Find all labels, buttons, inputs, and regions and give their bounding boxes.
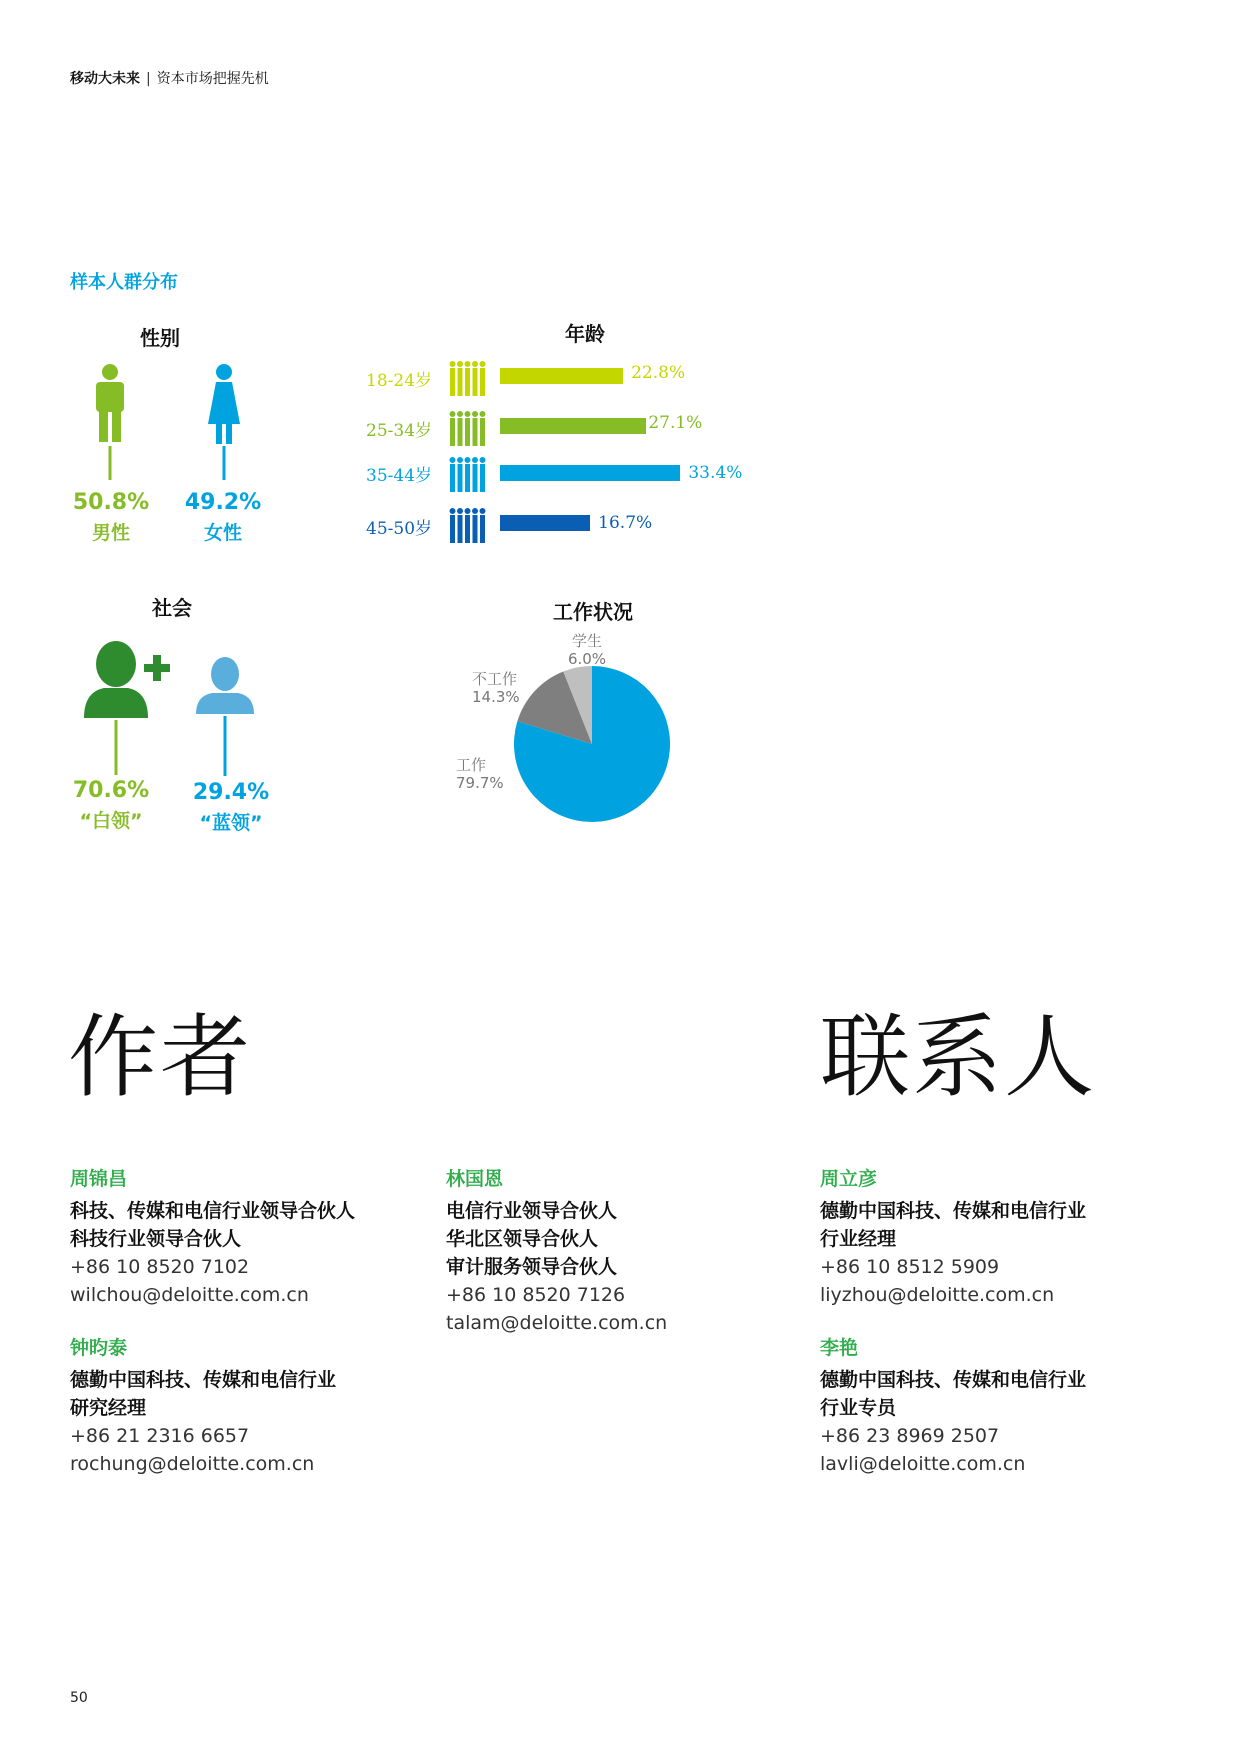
person-role: 德勤中国科技、传媒和电信行业 — [70, 1369, 337, 1391]
male-label: 男性 — [91, 522, 130, 544]
age-group-label: 35-44岁 — [366, 466, 433, 486]
person-name: 李艳 — [820, 1337, 859, 1359]
white-collar-label: “白领” — [79, 810, 143, 832]
female-icon — [204, 362, 244, 480]
header-subtitle: 资本市场把握先机 — [156, 71, 269, 87]
person-phone: +86 10 8512 5909 — [820, 1256, 1000, 1278]
person-figure-head — [450, 457, 456, 463]
people-group-icon — [446, 507, 486, 545]
person-figure-body — [458, 418, 463, 446]
people-group-icon — [446, 410, 486, 448]
person-phone: +86 10 8520 7102 — [70, 1256, 250, 1278]
work-status-title: 工作状况 — [553, 600, 633, 624]
age-title: 年龄 — [565, 322, 605, 346]
male-icon — [90, 362, 130, 480]
age-bar — [500, 418, 646, 434]
person-figure-body — [465, 515, 470, 543]
contacts-heading: 联系人 — [820, 1005, 1096, 1110]
person-phone: +86 21 2316 6657 — [70, 1425, 250, 1447]
female-percentage: 49.2% — [184, 490, 262, 515]
person-role: 行业专员 — [820, 1397, 897, 1419]
person-figure-head — [465, 508, 471, 514]
pie-label-student-name: 学生 — [571, 632, 602, 650]
age-bar — [500, 465, 680, 481]
person-figure-body — [473, 418, 478, 446]
contact-card — [820, 1164, 1150, 1309]
author-card — [446, 1164, 776, 1337]
gender-title: 性别 — [140, 326, 180, 350]
author-card — [70, 1164, 400, 1309]
contact-card — [820, 1333, 1150, 1478]
people-group-icon — [446, 360, 486, 398]
age-group-label: 25-34岁 — [366, 421, 433, 441]
person-figure-head — [472, 508, 478, 514]
person-figure-body — [450, 368, 455, 396]
social-title: 社会 — [152, 596, 192, 620]
person-figure-head — [465, 361, 471, 367]
person-figure-body — [465, 368, 470, 396]
person-figure-head — [465, 411, 471, 417]
age-bar-value: 22.8% — [631, 363, 686, 383]
person-figure-head — [450, 411, 456, 417]
person-figure-head — [450, 508, 456, 514]
person-figure-body — [465, 418, 470, 446]
person-figure-head — [457, 508, 463, 514]
header-title: 移动大未来 — [70, 71, 140, 87]
pie-label-working-name: 工作 — [456, 756, 487, 774]
author-card — [70, 1333, 400, 1478]
person-figure-body — [480, 515, 485, 543]
authors-heading: 作者 — [68, 1005, 252, 1110]
male-percentage: 50.8% — [72, 490, 150, 515]
person-figure-body — [450, 418, 455, 446]
person-figure-head — [472, 411, 478, 417]
work-status-pie-chart — [512, 664, 672, 824]
running-header — [70, 68, 269, 88]
pie-label-student-pct: 6.0% — [567, 650, 607, 668]
person-phone: +86 10 8520 7126 — [446, 1284, 626, 1306]
header-separator: | — [146, 71, 151, 87]
pie-label-working — [456, 756, 504, 792]
pie-label-not-working-pct: 14.3% — [472, 688, 520, 706]
person-figure-head — [450, 361, 456, 367]
white-collar-percentage: 70.6% — [72, 778, 150, 803]
person-figure-head — [457, 457, 463, 463]
blue-collar-label: “蓝领” — [199, 812, 263, 834]
person-email[interactable]: talam@deloitte.com.cn — [446, 1312, 668, 1334]
pie-label-working-pct: 79.7% — [456, 774, 504, 792]
person-figure-body — [480, 418, 485, 446]
white-collar-icon — [80, 640, 172, 775]
age-bar-value: 33.4% — [688, 463, 743, 483]
age-group-label: 18-24岁 — [366, 371, 433, 391]
person-figure-body — [473, 368, 478, 396]
blue-collar-percentage: 29.4% — [192, 780, 270, 805]
person-role: 科技、传媒和电信行业领导合伙人 — [70, 1200, 356, 1222]
person-name: 周立彦 — [820, 1168, 878, 1190]
person-email[interactable]: liyzhou@deloitte.com.cn — [820, 1284, 1055, 1306]
person-name: 周锦昌 — [70, 1168, 128, 1190]
person-figure-body — [458, 515, 463, 543]
age-bar-value: 16.7% — [598, 513, 653, 533]
section-title: 样本人群分布 — [70, 272, 178, 293]
female-label: 女性 — [203, 522, 242, 544]
person-figure-body — [458, 464, 463, 492]
person-figure-body — [480, 368, 485, 396]
people-group-icon — [446, 456, 486, 494]
age-bar — [500, 515, 590, 531]
person-role: 审计服务领导合伙人 — [446, 1256, 618, 1278]
person-role: 行业经理 — [820, 1228, 897, 1250]
person-figure-head — [457, 361, 463, 367]
age-group-label: 45-50岁 — [366, 519, 433, 539]
person-email[interactable]: lavli@deloitte.com.cn — [820, 1453, 1026, 1475]
person-email[interactable]: wilchou@deloitte.com.cn — [70, 1284, 309, 1306]
person-figure-body — [480, 464, 485, 492]
person-figure-body — [465, 464, 470, 492]
person-figure-head — [457, 411, 463, 417]
person-figure-head — [480, 411, 486, 417]
person-figure-head — [480, 361, 486, 367]
person-figure-body — [450, 515, 455, 543]
person-role: 德勤中国科技、传媒和电信行业 — [820, 1369, 1087, 1391]
person-email[interactable]: rochung@deloitte.com.cn — [70, 1453, 315, 1475]
person-figure-head — [480, 457, 486, 463]
person-name: 林国恩 — [446, 1168, 504, 1190]
person-figure-body — [473, 515, 478, 543]
person-figure-body — [450, 464, 455, 492]
age-bar — [500, 368, 623, 384]
person-figure-head — [480, 508, 486, 514]
person-role: 华北区领导合伙人 — [446, 1228, 599, 1250]
person-phone: +86 23 8969 2507 — [820, 1425, 1000, 1447]
pie-label-not-working-name: 不工作 — [472, 670, 518, 688]
person-figure-head — [472, 457, 478, 463]
person-figure-head — [472, 361, 478, 367]
person-name: 钟昀泰 — [70, 1337, 128, 1359]
age-bar-value: 27.1% — [648, 413, 703, 433]
page-number: 50 — [70, 1690, 88, 1706]
person-figure-body — [473, 464, 478, 492]
person-role: 德勤中国科技、传媒和电信行业 — [820, 1200, 1087, 1222]
pie-label-student — [562, 632, 612, 668]
person-figure-head — [465, 457, 471, 463]
person-role: 科技行业领导合伙人 — [70, 1228, 242, 1250]
pie-label-not-working — [472, 670, 520, 706]
person-role: 研究经理 — [70, 1397, 147, 1419]
person-role: 电信行业领导合伙人 — [446, 1200, 618, 1222]
person-figure-body — [458, 368, 463, 396]
blue-collar-icon — [194, 656, 256, 776]
